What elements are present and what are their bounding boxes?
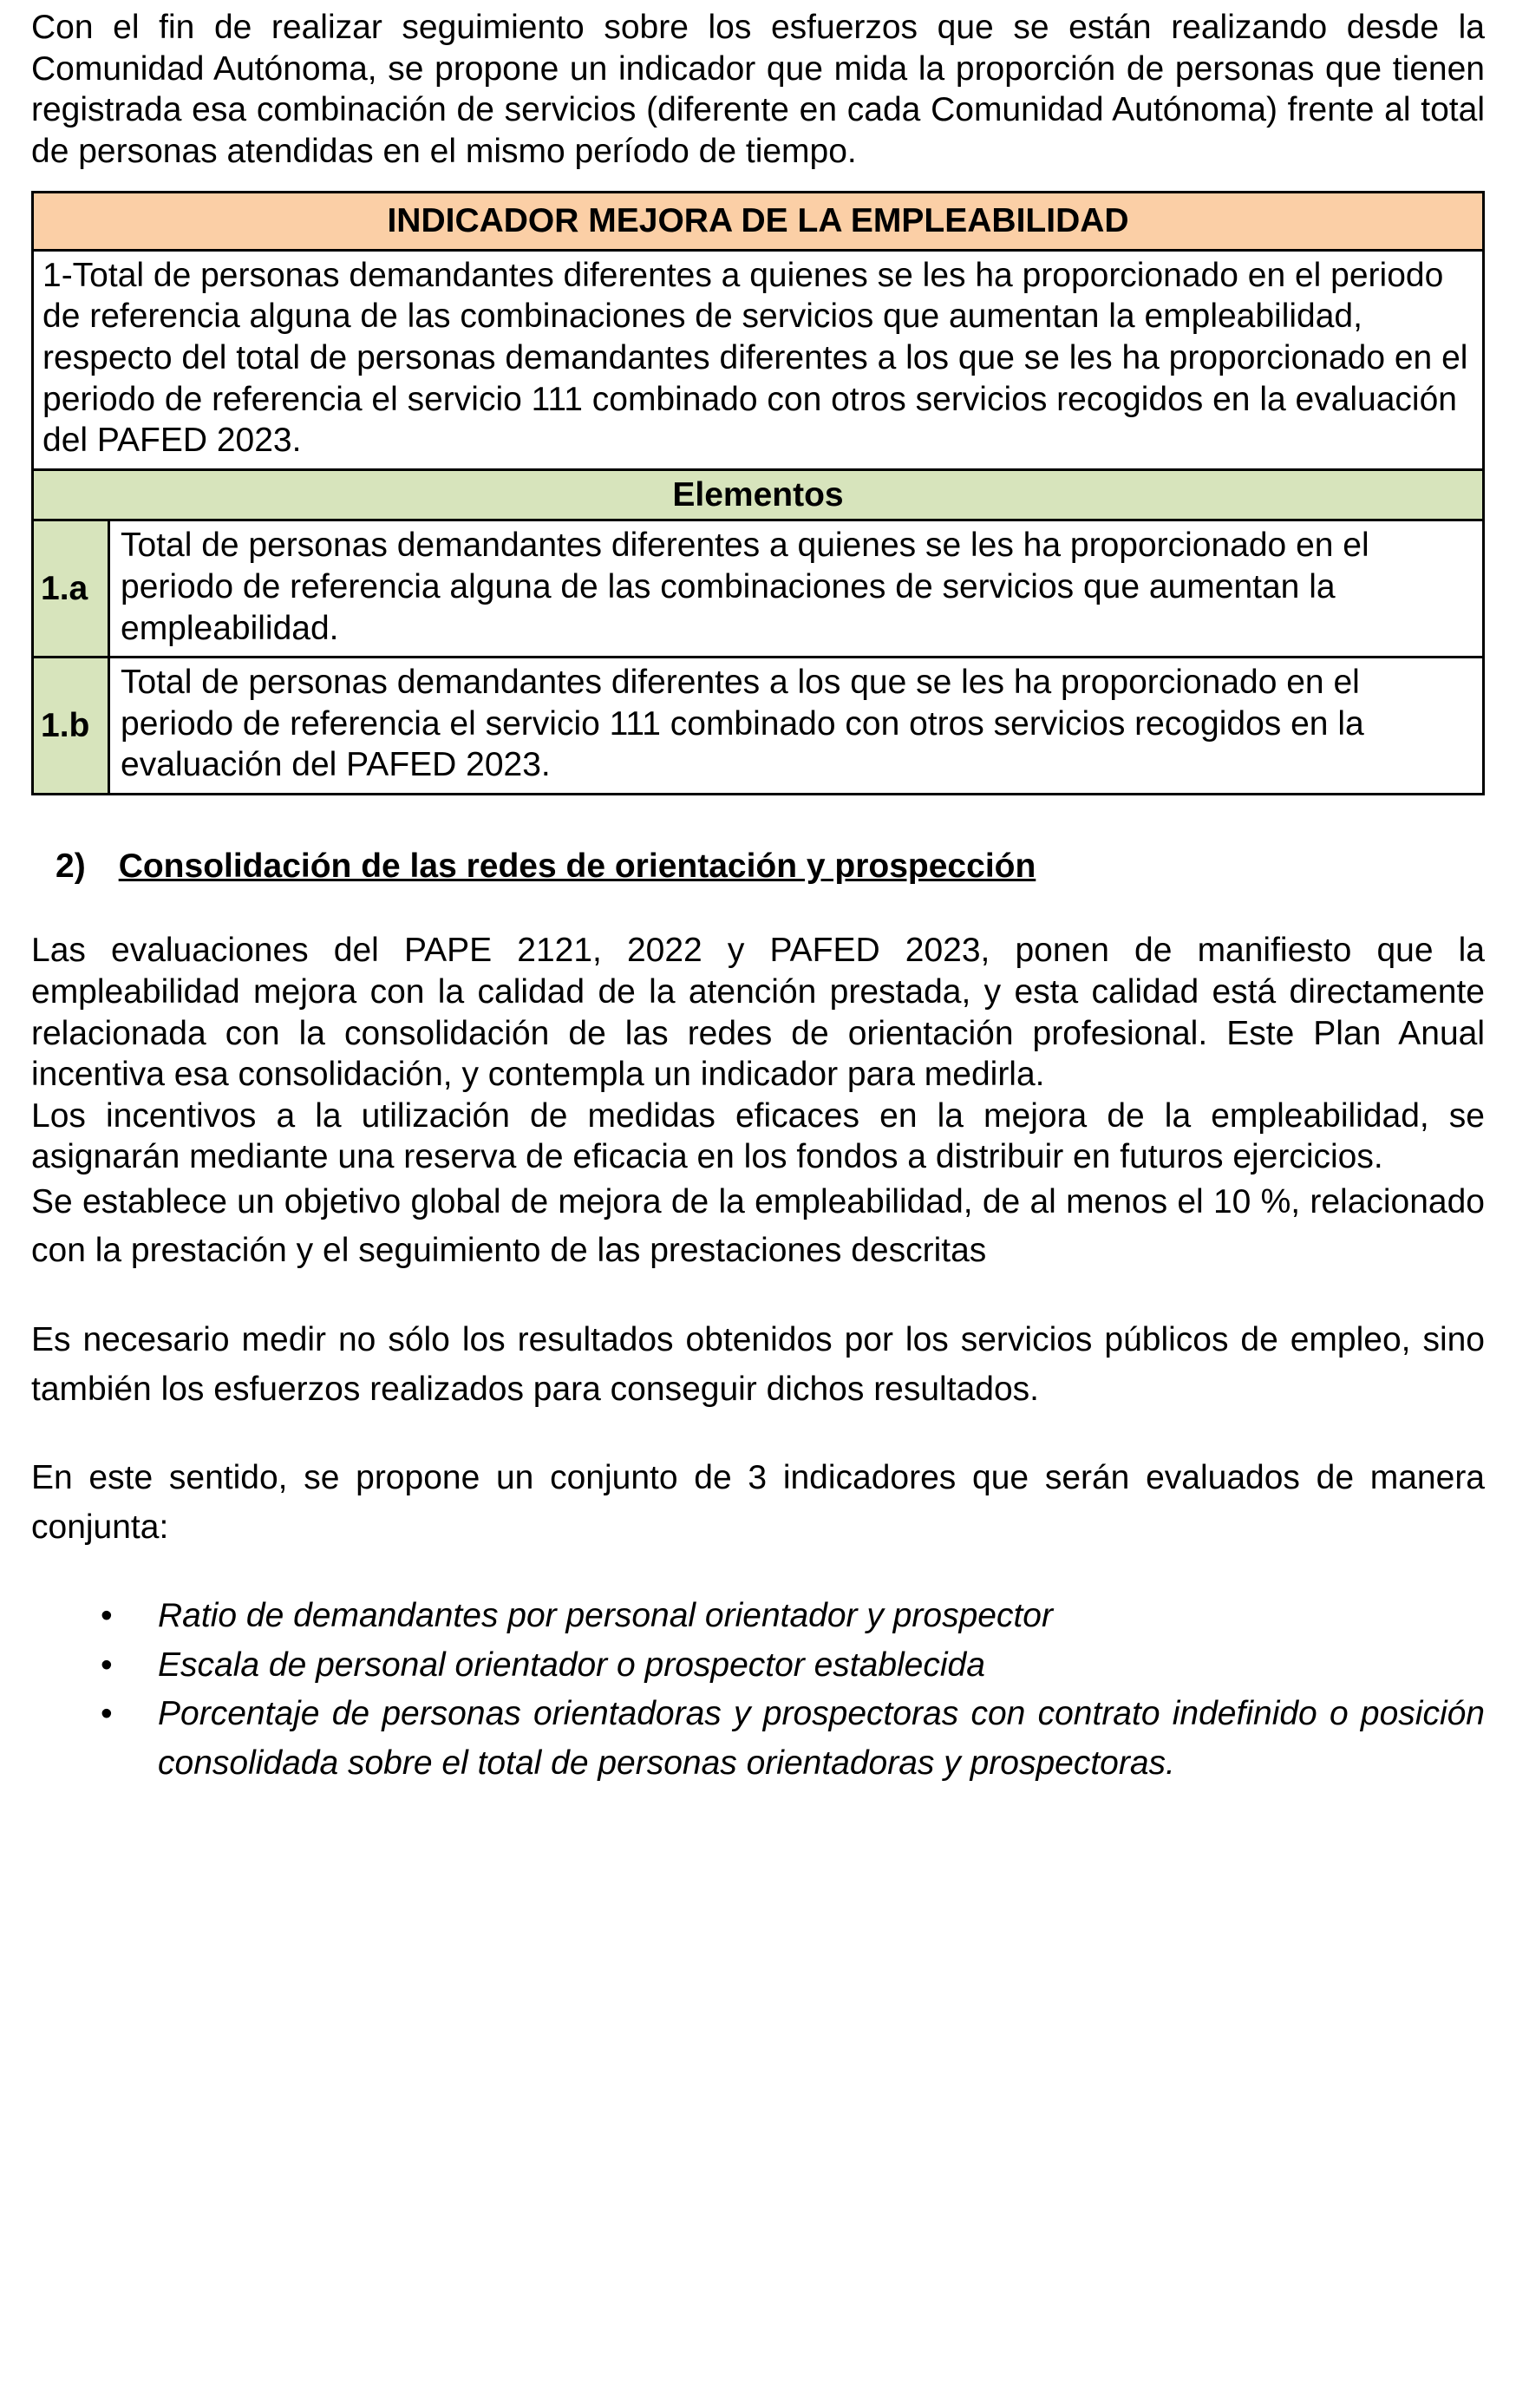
- paragraph-evaluaciones: Las evaluaciones del PAPE 2121, 2022 y PAFED 2023, ponen de manifiesto que la empleabilidad mejora con la calidad de la atención prestada, y esta calidad está directamente relacionada con la consolidación de las redes de orientación profesional. Este Plan Anual incentiva esa consolidación, y contempla un indicador para medirla.: [31, 932, 1485, 1094]
- table-description-row: [33, 250, 1484, 469]
- row-label-1a: 1.a: [33, 520, 109, 658]
- elements-header: Elementos: [33, 469, 1484, 520]
- paragraph-conjunto-indicadores: En este sentido, se propone un conjunto de 3 indicadores que serán evaluados de manera conjunta:: [31, 1459, 1485, 1546]
- indicator-bullet-list: [31, 1592, 1485, 1788]
- section-heading: [56, 846, 1485, 887]
- indicator-table: [31, 191, 1485, 795]
- bullet-icon: •: [101, 1597, 113, 1635]
- list-item: [101, 1690, 1485, 1788]
- table-title: INDICADOR MEJORA DE LA EMPLEABILIDAD: [33, 193, 1484, 251]
- table-row: [33, 658, 1484, 795]
- bullet-text-porcentaje: Porcentaje de personas orientadoras y prospectoras con contrato indefinido o posición consolidada sobre el total de personas orientadoras y prospectoras.: [158, 1695, 1485, 1782]
- row-label-1b: 1.b: [33, 658, 109, 795]
- bullet-icon: •: [101, 1646, 113, 1684]
- bullet-text-escala: Escala de personal orientador o prospector establecida: [158, 1646, 985, 1684]
- section-number: 2): [56, 847, 86, 885]
- table-description: 1-Total de personas demandantes diferentes a quienes se les ha proporcionado en el periodo de referencia alguna de las combinaciones de servicios que aumentan la empleabilidad, respecto del total de personas demandantes diferentes a los que se les ha proporcionado en el periodo de referencia el servicio 111 combinado con otros servicios recogidos en la evaluación del PAFED 2023.: [33, 250, 1484, 469]
- bullet-text-ratio: Ratio de demandantes por personal orientador y prospector: [158, 1597, 1053, 1635]
- table-row: [33, 520, 1484, 658]
- intro-paragraph: Con el fin de realizar seguimiento sobre los esfuerzos que se están realizando desde la Comunidad Autónoma, se propone un indicador que mida la proporción de personas que tienen registrada esa combinación de servicios (diferente en cada Comunidad Autónoma) frente al total de personas atendidas en el mismo período de tiempo.: [31, 9, 1485, 170]
- row-text-1a: Total de personas demandantes diferentes a quienes se les ha proporcionado en el periodo de referencia alguna de las combinaciones de servicios que aumentan la empleabilidad.: [109, 520, 1484, 658]
- list-item: [101, 1641, 1485, 1691]
- list-item: [101, 1592, 1485, 1641]
- paragraph-objetivo-global: Se establece un objetivo global de mejora de la empleabilidad, de al menos el 10 %, relacionado con la prestación y el seguimiento de las prestaciones descritas: [31, 1182, 1485, 1270]
- elements-header-row: [33, 469, 1484, 520]
- bullet-icon: •: [101, 1695, 113, 1733]
- paragraph-incentivos: Los incentivos a la utilización de medidas eficaces en la mejora de la empleabilidad, se asignarán mediante una reserva de eficacia en los fondos a distribuir en futuros ejercicios.: [31, 1096, 1485, 1176]
- table-title-row: [33, 193, 1484, 251]
- row-text-1b: Total de personas demandantes diferentes a los que se les ha proporcionado en el periodo de referencia el servicio 111 combinado con otros servicios recogidos en la evaluación del PAFED 2023.: [109, 658, 1484, 795]
- paragraph-necesario-medir: Es necesario medir no sólo los resultados obtenidos por los servicios públicos de empleo, sino también los esfuerzos realizados para conseguir dichos resultados.: [31, 1320, 1485, 1408]
- section-title: Consolidación de las redes de orientación y prospección: [118, 847, 1036, 885]
